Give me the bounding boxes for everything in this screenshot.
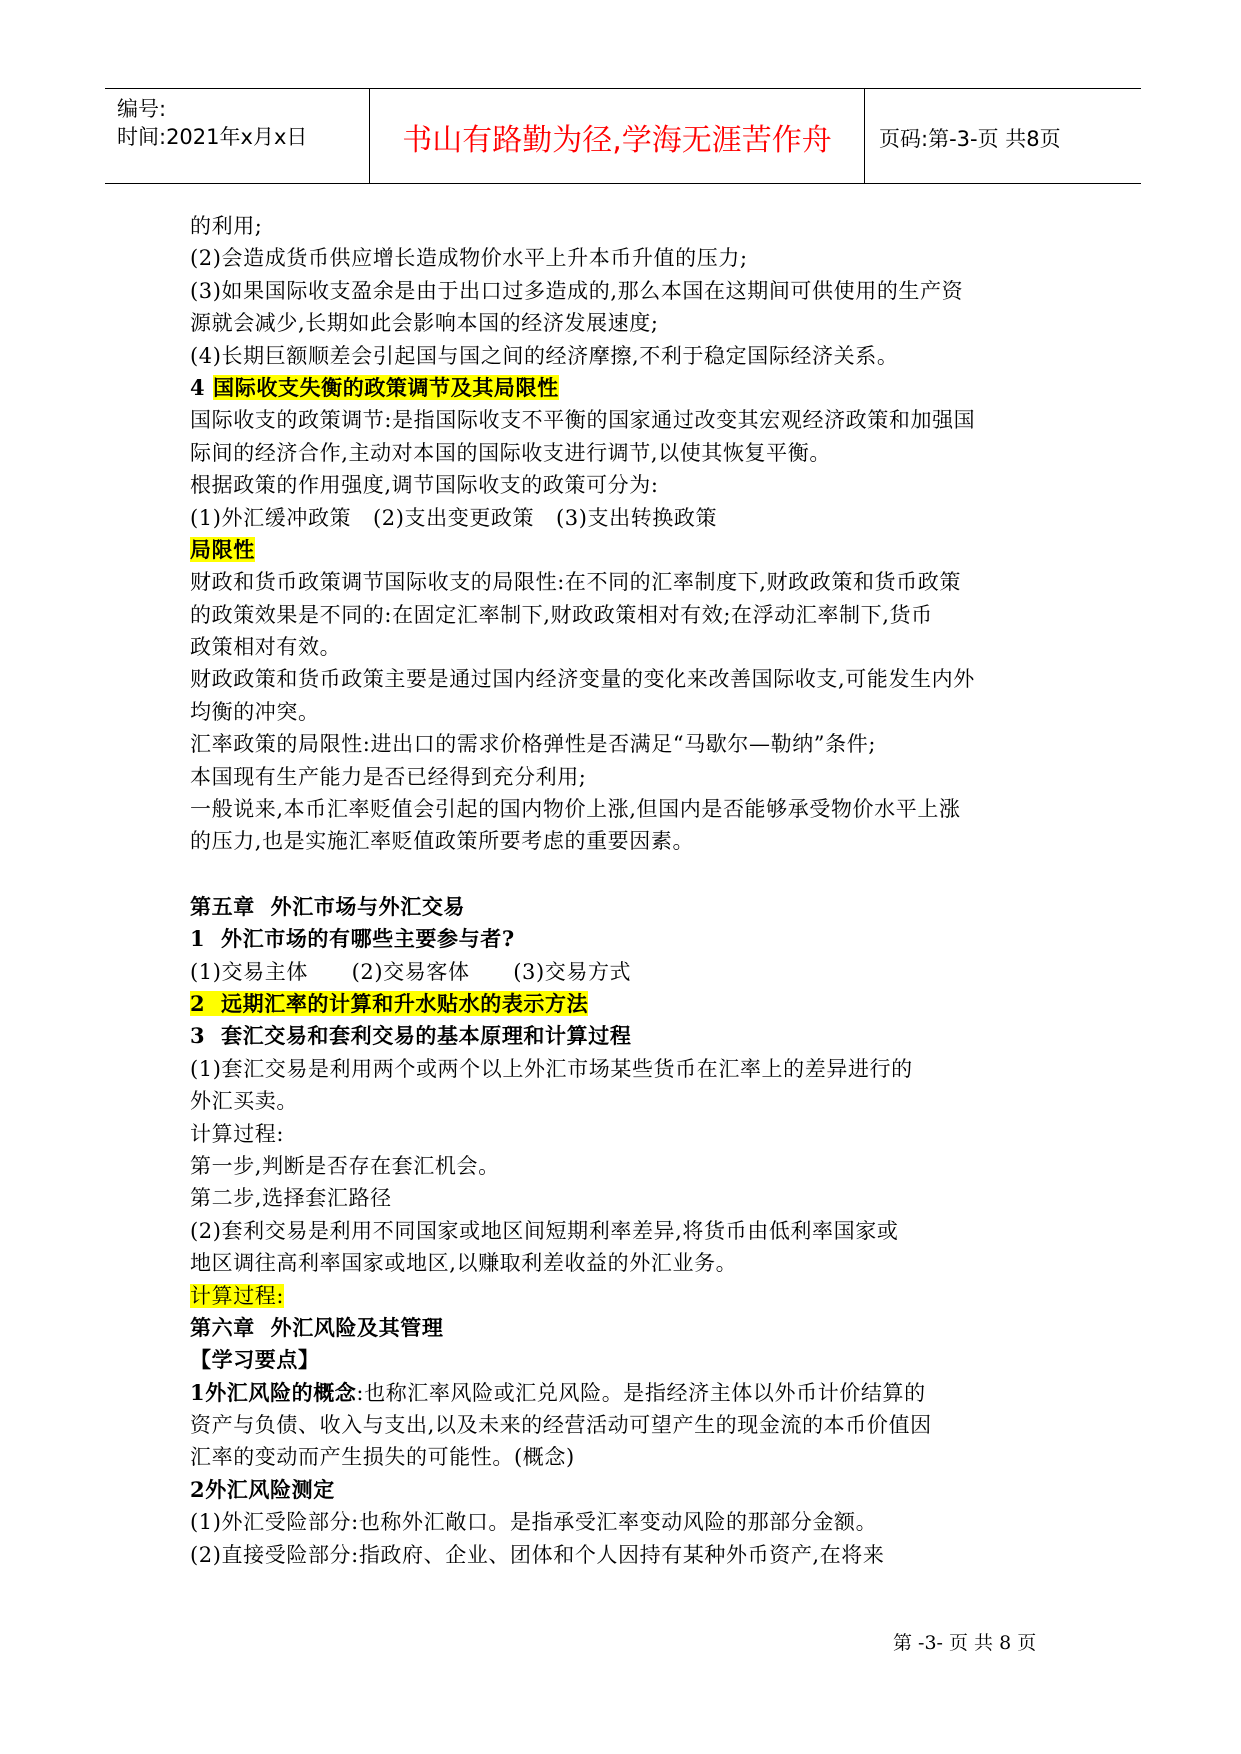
header-motto-cell — [370, 89, 865, 183]
page-footer: 第 -3- 页 共 8 页 — [893, 1632, 1037, 1654]
text-line: (1)外汇受险部分:也称外汇敞口。是指承受汇率变动风险的那部分金额。 — [190, 1510, 878, 1535]
document-number-label: 编号: — [117, 97, 167, 121]
text-line: 源就会减少,长期如此会影响本国的经济发展速度; — [190, 311, 659, 336]
header-page-cell — [865, 89, 1141, 183]
text-line: (2)直接受险部分:指政府、企业、团体和个人因持有某种外币资产,在将来 — [190, 1542, 885, 1567]
section-heading: 【学习要点】 — [190, 1347, 320, 1373]
text-line: 资产与负债、收入与支出,以及未来的经营活动可望产生的现金流的本币价值因 — [190, 1413, 932, 1438]
term-heading: 1外汇风险的概念 — [190, 1379, 357, 1405]
text-line: 一般说来,本币汇率贬值会引起的国内物价上涨,但国内是否能够承受物价水平上涨 — [190, 797, 961, 822]
text-line: 汇率政策的局限性:进出口的需求价格弹性是否满足“马歇尔—勒纳”条件; — [190, 732, 877, 757]
highlighted-heading: 2 远期汇率的计算和升水贴水的表示方法 — [190, 990, 589, 1016]
text-line: (1)外汇缓冲政策 (2)支出变更政策 (3)支出转换政策 — [190, 505, 718, 530]
section-heading — [190, 372, 1070, 404]
text-line: 第二步,选择套汇路径 — [190, 1186, 392, 1211]
text-line: 外汇买卖。 — [190, 1089, 298, 1114]
text-line: 汇率的变动而产生损失的可能性。(概念) — [190, 1445, 575, 1470]
text-line: 的政策效果是不同的:在固定汇率制下,财政政策相对有效;在浮动汇率制下,货币 — [190, 602, 933, 627]
text-line: 本国现有生产能力是否已经得到充分利用; — [190, 764, 587, 789]
paragraph-gap — [190, 858, 1070, 891]
text-line: (1)套汇交易是利用两个或两个以上外汇市场某些货币在汇率上的差异进行的 — [190, 1056, 913, 1081]
term-definition: :也称汇率风险或汇兑风险。是指经济主体以外币计价结算的 — [356, 1380, 926, 1405]
chapter-heading: 第五章 外汇市场与外汇交易 — [190, 893, 466, 919]
text-line — [190, 1280, 1070, 1312]
section-heading — [190, 988, 1070, 1020]
text-line: (2)会造成货币供应增长造成物价水平上升本币升值的压力; — [190, 246, 748, 271]
header-info-cell — [105, 89, 370, 183]
text-line: (4)长期巨额顺差会引起国与国之间的经济摩擦,不利于稳定国际经济关系。 — [190, 343, 899, 368]
header-page-info: 页码:第-3-页 共8页 — [879, 127, 1061, 151]
document-time-label: 时间:2021年x月x日 — [117, 125, 308, 149]
text-line: (3)如果国际收支盈余是由于出口过多造成的,那么本国在这期间可供使用的生产资 — [190, 278, 964, 303]
section-heading: 1 外汇市场的有哪些主要参与者? — [190, 926, 515, 952]
chapter-heading: 第六章 外汇风险及其管理 — [190, 1314, 444, 1340]
text-line: 财政政策和货币政策主要是通过国内经济变量的变化来改善国际收支,可能发生内外 — [190, 667, 975, 692]
text-line: (1)交易主体 (2)交易客体 (3)交易方式 — [190, 959, 632, 984]
text-line: 的压力,也是实施汇率贬值政策所要考虑的重要因素。 — [190, 829, 695, 854]
text-line: 财政和货币政策调节国际收支的局限性:在不同的汇率制度下,财政政策和货币政策 — [190, 570, 961, 595]
highlighted-text: 计算过程: — [190, 1283, 285, 1308]
text-line: 第一步,判断是否存在套汇机会。 — [190, 1153, 500, 1178]
text-line — [190, 1377, 1070, 1409]
text-line: 根据政策的作用强度,调节国际收支的政策可分为: — [190, 473, 659, 498]
text-line: (2)套利交易是利用不同国家或地区间短期利率差异,将货币由低利率国家或 — [190, 1218, 899, 1243]
text-line: 的利用; — [190, 214, 263, 238]
highlighted-heading: 局限性 — [190, 536, 255, 562]
section-heading: 3 套汇交易和套利交易的基本原理和计算过程 — [190, 1023, 632, 1049]
text-line: 计算过程: — [190, 1121, 285, 1146]
highlighted-heading: 国际收支失衡的政策调节及其局限性 — [213, 374, 559, 400]
document-body — [190, 210, 1070, 1571]
page-header — [105, 88, 1141, 184]
text-line: 际间的经济合作,主动对本国的国际收支进行调节,以使其恢复平衡。 — [190, 440, 831, 465]
text-line: 地区调往高利率国家或地区,以赚取利差收益的外汇业务。 — [190, 1251, 738, 1276]
section-heading: 2外汇风险测定 — [190, 1476, 335, 1502]
text-line: 政策相对有效。 — [190, 635, 342, 660]
section-number: 4 — [190, 374, 214, 400]
header-motto: 书山有路勤为径,学海无涯苦作舟 — [402, 123, 832, 158]
text-line: 均衡的冲突。 — [190, 699, 320, 724]
subsection-heading — [190, 534, 1070, 566]
text-line: 国际收支的政策调节:是指国际收支不平衡的国家通过改变其宏观经济政策和加强国 — [190, 408, 976, 433]
